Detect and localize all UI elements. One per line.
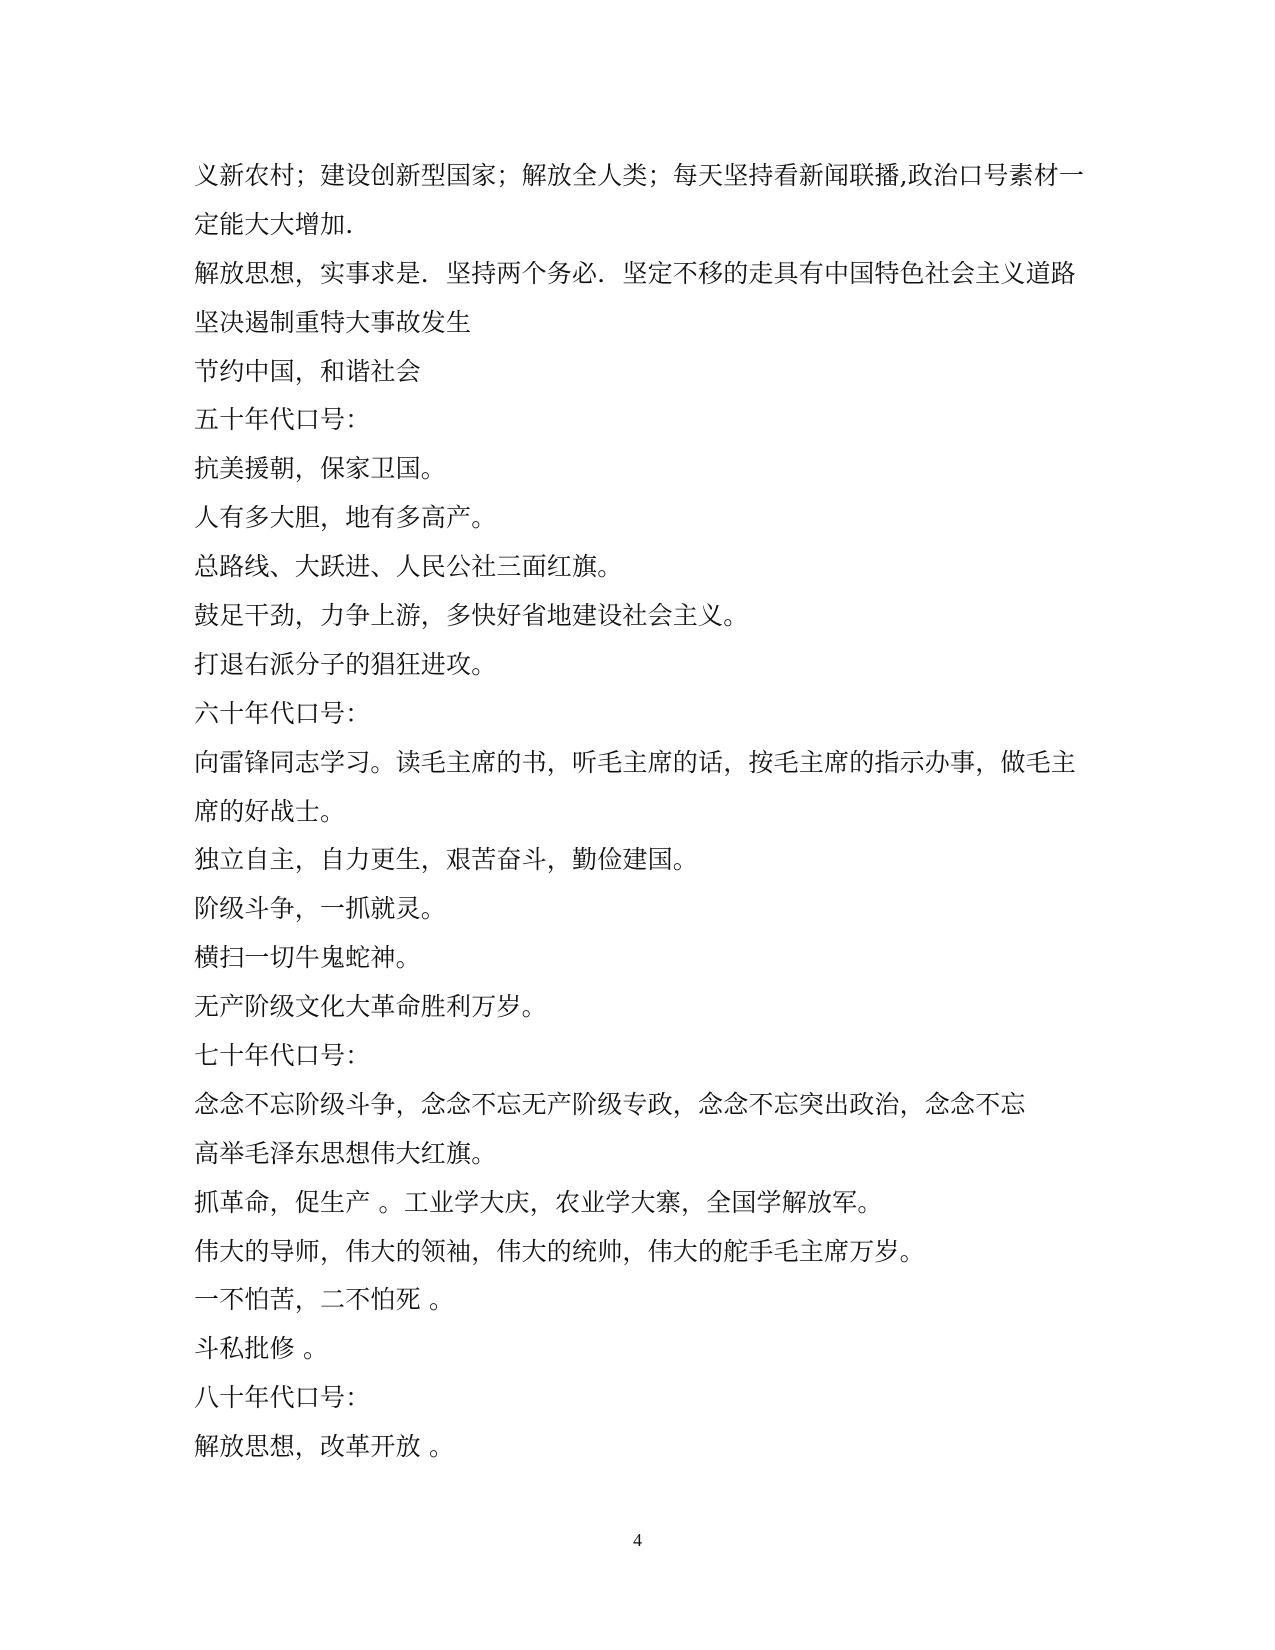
page-number: 4 xyxy=(633,1530,642,1550)
text-line: 解放思想，实事求是．坚持两个务必．坚定不移的走具有中国特色社会主义道路 xyxy=(194,258,1077,288)
text-line: 人有多大胆，地有多高产。 xyxy=(194,503,497,533)
text-line: 坚决遏制重特大事故发生 xyxy=(194,307,472,337)
text-line: 向雷锋同志学习。读毛主席的书，听毛主席的话，按毛主席的指示办事，做毛主 xyxy=(194,747,1077,777)
text-line: 无产阶级文化大革命胜利万岁。 xyxy=(194,992,547,1022)
text-line: 抓革命，促生产 。工业学大庆，农业学大寨，全国学解放军。 xyxy=(194,1187,883,1217)
text-line: 阶级斗争，一抓就灵。 xyxy=(194,894,447,924)
text-line: 一不怕苦，二不怕死 。 xyxy=(194,1285,455,1315)
text-line: 独立自主，自力更生，艰苦奋斗，勤俭建国。 xyxy=(194,845,699,875)
text-line: 解放思想，改革开放 。 xyxy=(194,1432,455,1462)
section-heading-1960s: 六十年代口号： xyxy=(194,698,371,728)
text-line: 横扫一切牛鬼蛇神。 xyxy=(194,943,421,973)
text-line: 义新农村；建设创新型国家；解放全人类；每天坚持看新闻联播,政治口号素材一 xyxy=(194,161,1085,190)
section-heading-1980s: 八十年代口号： xyxy=(194,1383,371,1413)
text-line: 念念不忘阶级斗争，念念不忘无产阶级专政，念念不忘突出政治，念念不忘 xyxy=(194,1089,1026,1119)
text-line: 鼓足干劲，力争上游，多快好省地建设社会主义。 xyxy=(194,601,749,631)
section-heading-1970s: 七十年代口号： xyxy=(194,1041,371,1071)
text-line: 总路线、大跃进、人民公社三面红旗。 xyxy=(194,552,623,582)
text-line: 打退右派分子的猖狂进攻。 xyxy=(194,649,497,679)
text-line: 伟大的导师，伟大的领袖，伟大的统帅，伟大的舵手毛主席万岁。 xyxy=(194,1236,925,1266)
section-heading-1950s: 五十年代口号： xyxy=(194,405,371,435)
text-line: 节约中国，和谐社会 xyxy=(194,356,421,386)
document-body xyxy=(194,152,1094,1472)
text-line: 席的好战士。 xyxy=(194,796,346,826)
text-line: 定能大大增加. xyxy=(194,209,354,239)
text-line: 高举毛泽东思想伟大红旗。 xyxy=(194,1138,497,1168)
text-line: 抗美援朝，保家卫国。 xyxy=(194,454,447,484)
text-line: 斗私批修 。 xyxy=(194,1334,329,1364)
